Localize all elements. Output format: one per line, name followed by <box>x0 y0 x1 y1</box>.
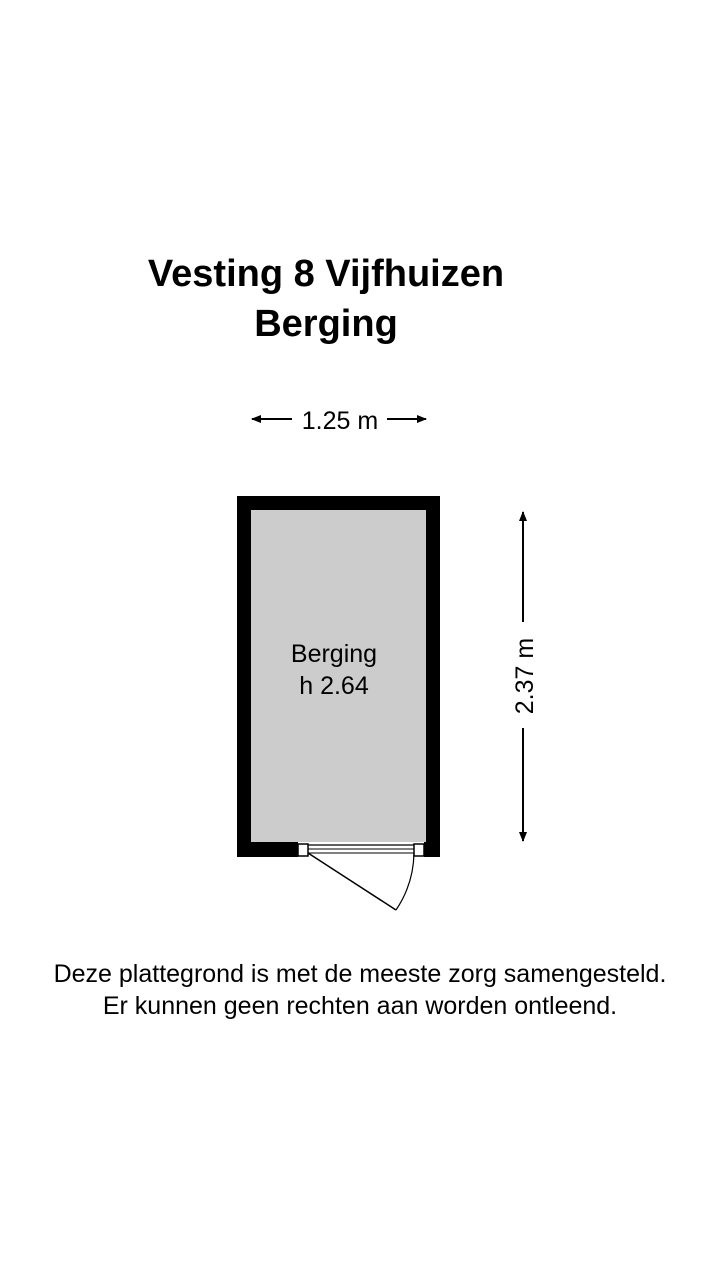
door-jamb-right <box>414 844 424 856</box>
disclaimer-line-2: Er kunnen geen rechten aan worden ontleend. <box>102 992 618 1020</box>
door-swing-arc <box>396 853 414 910</box>
width-dimension <box>252 407 426 435</box>
floorplan-title: Vesting 8 Vijfhuizen <box>147 253 505 295</box>
width-label: 1.25 m <box>301 407 379 435</box>
height-dimension <box>511 512 539 841</box>
floorplan-subtitle: Berging <box>254 303 398 345</box>
room-berging <box>237 496 440 910</box>
height-label: 2.37 m <box>511 637 539 715</box>
door-leaf <box>308 853 396 910</box>
disclaimer-line-1: Deze plattegrond is met de meeste zorg samengesteld. <box>53 960 667 988</box>
room-name: Berging <box>290 640 378 668</box>
room-ceiling-height: h 2.64 <box>299 672 369 700</box>
door-jamb-left <box>298 844 308 856</box>
